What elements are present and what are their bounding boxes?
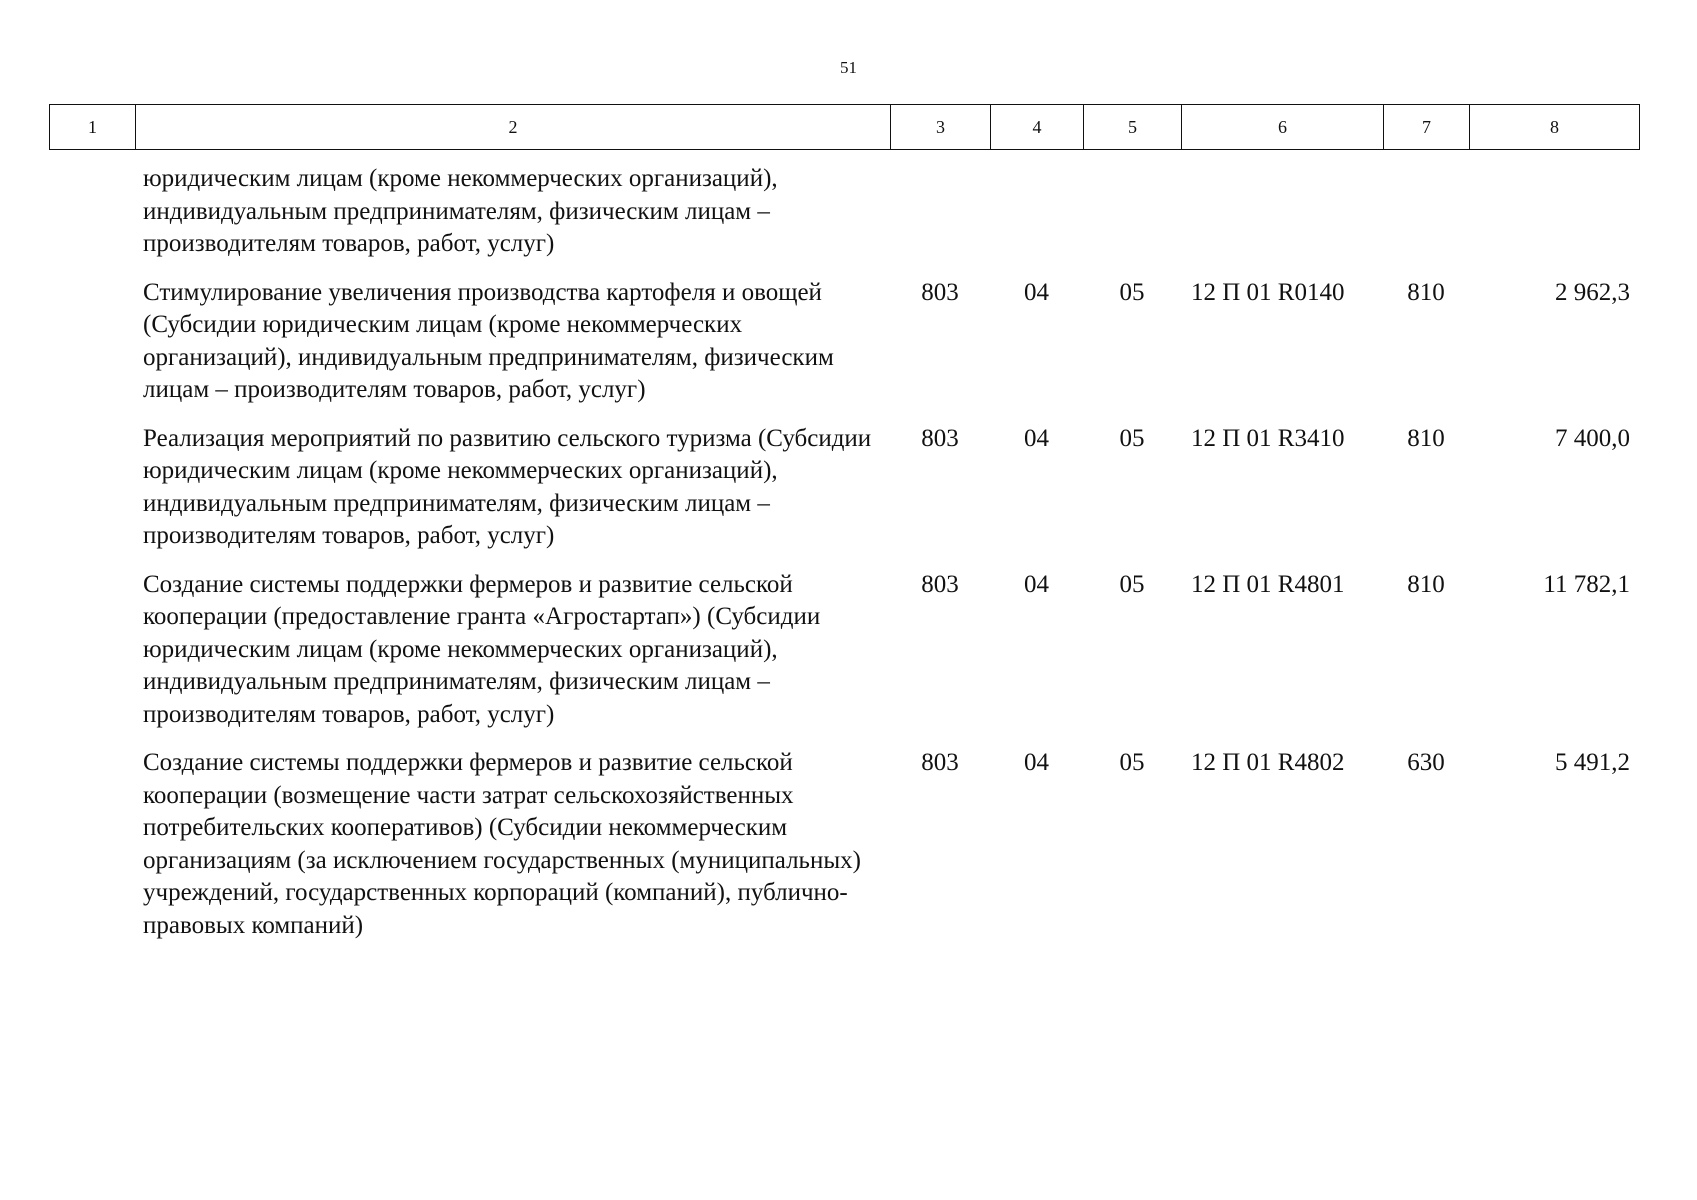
row-description: Создание системы поддержки фермеров и развитие сельской кооперации (возмещение части затрат сельскохозяйственных потребительских кооперативов) (Субсидии некоммерческим организациям (за исключением государственных (муниципальных) учреждений, государственных корпораций (компаний), публично-правовых компаний) xyxy=(143,749,861,939)
row-col-4: 04 xyxy=(1024,424,1049,452)
header-col-7: 7 xyxy=(1384,105,1470,150)
row-col-7 xyxy=(1383,163,1469,261)
table-row xyxy=(49,407,1639,553)
row-col-8: 2 962,3 xyxy=(1555,278,1630,306)
row-col-8: 5 491,2 xyxy=(1555,749,1630,776)
table-header xyxy=(49,104,1640,150)
row-col-8 xyxy=(1469,163,1639,261)
table-row xyxy=(49,163,1639,261)
row-col-3 xyxy=(890,163,990,261)
header-col-1: 1 xyxy=(50,105,136,150)
row-description: Стимулирование увеличения производства картофеля и овощей (Субсидии юридическим лицам (кроме некоммерческих организаций), индивидуальным предпринимателям, физическим лицам – производителям товаров, работ, услуг) xyxy=(143,278,834,403)
row-col-5: 05 xyxy=(1119,570,1145,598)
row-col-3: 803 xyxy=(921,424,959,452)
table-row xyxy=(49,261,1639,407)
row-col-1 xyxy=(49,553,135,732)
row-description: Создание системы поддержки фермеров и развитие сельской кооперации (предоставление гранта «Агростартап») (Субсидии юридическим лицам (кроме некоммерческих организаций), индивидуальным предпринимателям, физическим лицам – производителям товаров, работ, услуг) xyxy=(143,570,821,728)
row-col-4 xyxy=(990,163,1083,261)
row-col-5: 05 xyxy=(1119,749,1145,776)
row-col-4: 04 xyxy=(1024,570,1049,598)
table-row xyxy=(49,731,1639,942)
row-col-7: 810 xyxy=(1407,570,1445,598)
row-col-6: 12 П 01 R4802 xyxy=(1191,749,1345,776)
row-col-7: 810 xyxy=(1407,424,1445,452)
row-col-7: 810 xyxy=(1407,278,1445,306)
row-col-6: 12 П 01 R4801 xyxy=(1191,570,1345,598)
row-col-7: 630 xyxy=(1407,749,1445,776)
row-description: Реализация мероприятий по развитию сельского туризма (Субсидии юридическим лицам (кроме некоммерческих организаций), индивидуальным предпринимателям, физическим лицам – производителям товаров, работ, услуг) xyxy=(143,424,872,549)
page-number: 51 xyxy=(840,58,857,77)
header-row xyxy=(50,105,1640,150)
header-col-4: 4 xyxy=(991,105,1084,150)
row-col-3: 803 xyxy=(921,749,959,776)
row-col-5 xyxy=(1083,163,1181,261)
row-col-6: 12 П 01 R0140 xyxy=(1191,278,1345,306)
table-row xyxy=(49,553,1639,732)
header-col-2: 2 xyxy=(136,105,891,150)
row-col-8: 11 782,1 xyxy=(1543,570,1630,598)
header-col-5: 5 xyxy=(1084,105,1182,150)
row-col-6: 12 П 01 R3410 xyxy=(1191,424,1345,452)
header-col-3: 3 xyxy=(891,105,991,150)
row-col-5: 05 xyxy=(1119,278,1145,306)
row-description: юридическим лицам (кроме некоммерческих организаций), индивидуальным предпринимателям, физическим лицам – производителям товаров, работ, услуг) xyxy=(143,165,778,257)
budget-table-body xyxy=(49,163,1639,942)
header-col-6: 6 xyxy=(1182,105,1384,150)
row-col-8: 7 400,0 xyxy=(1555,424,1630,452)
row-col-4: 04 xyxy=(1024,749,1049,776)
row-col-1 xyxy=(49,163,135,261)
row-col-4: 04 xyxy=(1024,278,1049,306)
row-col-3: 803 xyxy=(921,570,959,598)
row-col-6 xyxy=(1181,163,1383,261)
row-col-5: 05 xyxy=(1119,424,1145,452)
row-col-1 xyxy=(49,731,135,942)
row-col-1 xyxy=(49,407,135,553)
row-col-1 xyxy=(49,261,135,407)
row-col-3: 803 xyxy=(921,278,959,306)
header-col-8: 8 xyxy=(1470,105,1640,150)
